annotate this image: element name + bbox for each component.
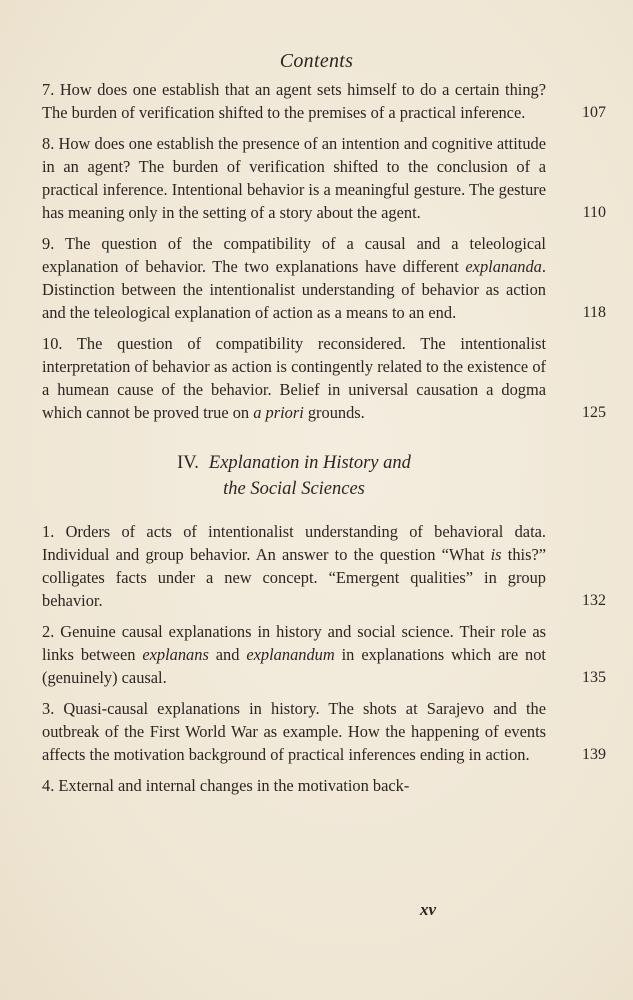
page-number: 107 xyxy=(582,104,606,121)
entry-text-italic: explanans xyxy=(142,645,209,664)
contents-entry-3 xyxy=(42,697,606,766)
contents-entry-2 xyxy=(42,620,606,689)
page-number: 125 xyxy=(582,404,606,421)
entry-text: 3. Quasi-causal explanations in history. The shots at Sarajevo and the outbreak of the First World War as example. How the happening of events affects the motivation background of practical inferences ending in action. xyxy=(42,699,546,764)
entry-text-part: . Distinction between the intentionalist understanding of behavior as action and the teleological explanation of action as a means to an end. xyxy=(42,257,546,322)
chapter-number: IV. xyxy=(177,453,199,473)
entry-text-part: 1. Orders of acts of intentionalist understanding of behavioral data. Individual and group behavior. An answer to the question “What xyxy=(42,522,546,564)
contents-list xyxy=(42,78,606,805)
page-number: 139 xyxy=(582,746,606,763)
folio-page-number: xv xyxy=(420,900,437,919)
contents-entry-9 xyxy=(42,232,606,324)
contents-entry-10 xyxy=(42,332,606,424)
running-header: Contents xyxy=(279,50,354,72)
page-number: 132 xyxy=(582,592,606,609)
chapter-title-line1: Explanation in History and xyxy=(208,453,411,473)
page-number: 118 xyxy=(582,304,606,321)
entry-text: 7. How does one establish that an agent sets himself to do a certain thing? The burden of verification shifted to the premises of a practical inference. xyxy=(42,80,546,122)
chapter-heading xyxy=(42,450,546,502)
entry-text-part: and xyxy=(208,645,247,664)
entry-text-italic: is xyxy=(490,545,502,564)
contents-entry-1 xyxy=(42,520,606,612)
contents-entry-4 xyxy=(42,774,546,797)
entry-text-part: grounds. xyxy=(303,403,365,422)
entry-text-italic: explananda xyxy=(465,257,542,276)
page-number: 110 xyxy=(582,204,606,221)
entry-text-part: this?” colligates facts under a new concept. “Emergent qualities” in group behavior. xyxy=(42,545,546,610)
entry-text-part: 10. The question of compatibility reconsidered. The intentionalist interpretation of behavior as action is contingently related to the existence of a humean cause of the behavior. Belief in universal causation a dogma which cannot be proved true on xyxy=(42,334,546,422)
entry-text-part: in explanations which are not (genuinely) causal. xyxy=(42,645,546,687)
entry-text: 4. External and internal changes in the motivation back- xyxy=(42,776,410,795)
entry-text-italic: a priori xyxy=(253,403,304,422)
entry-text-italic: explanandum xyxy=(246,645,335,664)
contents-entry-7 xyxy=(42,78,606,124)
entry-text-part: 2. Genuine causal explanations in history and social science. Their role as links between xyxy=(42,622,546,664)
page-number: 135 xyxy=(582,669,606,686)
entry-text: 8. How does one establish the presence of an intention and cognitive attitude in an agent? The burden of verification shifted to the conclusion of a practical inference. Intentional behavior is a meaningful gesture. The gesture has meaning only in the setting of a story about the agent. xyxy=(42,134,546,222)
contents-entry-8 xyxy=(42,132,606,224)
chapter-title-line2: the Social Sciences xyxy=(223,479,365,499)
entry-text-part: 9. The question of the compatibility of a causal and a teleological explanation of behavior. The two explanations have different xyxy=(42,234,546,276)
